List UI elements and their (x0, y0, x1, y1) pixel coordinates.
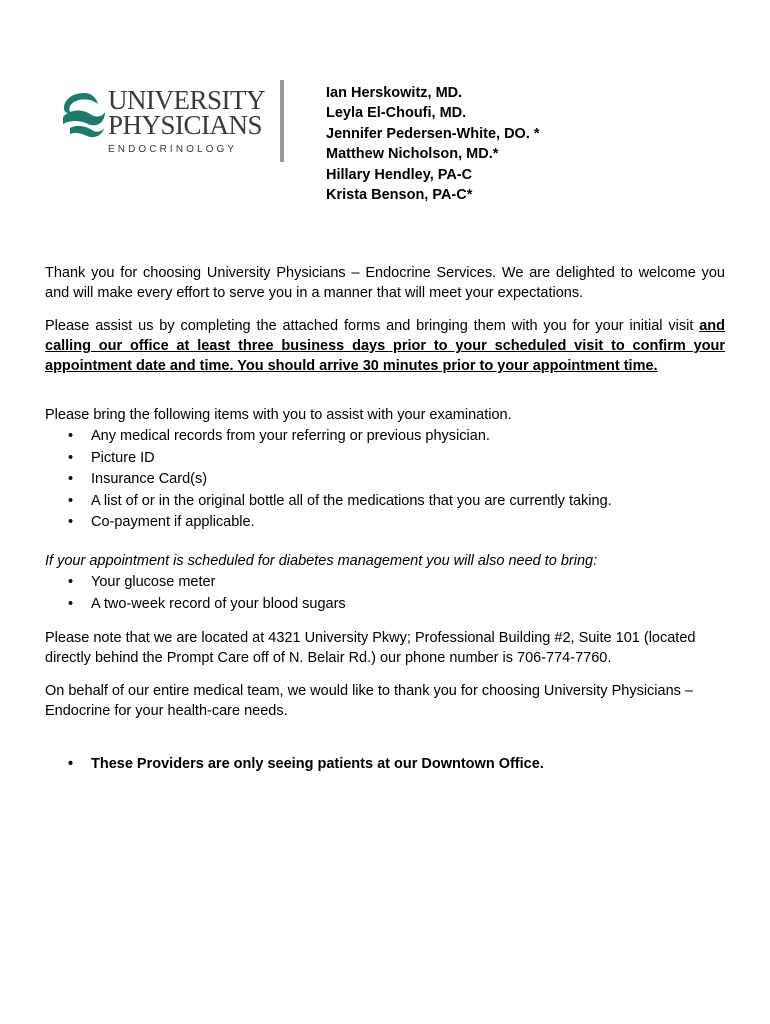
provider-name: Matthew Nicholson, MD.* (326, 146, 499, 163)
bullet-icon: • (68, 756, 74, 772)
logo-endocrinology-text: ENDOCRINOLOGY (108, 144, 238, 155)
university-physicians-logo (60, 85, 265, 160)
bullet-icon: • (68, 492, 74, 509)
note-section (45, 754, 725, 776)
diabetes-intro: If your appointment is scheduled for diabetes management you will also need to bring: (45, 553, 598, 569)
list-item-text: A list of or in the original bottle all of the medications that you are currently taking. (91, 492, 612, 509)
note-list (45, 754, 725, 776)
list-item-text: Your glucose meter (91, 574, 216, 590)
list-item (45, 594, 725, 616)
location-section (45, 628, 725, 668)
logo-emblem-icon (60, 90, 108, 140)
bullet-icon: • (68, 514, 74, 530)
assist-emphasis-text: and calling our office at least three business days prior to your scheduled visit to confirm your appointment date and time. You should arrive 30 minutes prior to your appointment time. (45, 318, 725, 374)
bring-intro: Please bring the following items with you to assist with your examination. (45, 407, 512, 423)
list-item-text: Any medical records from your referring or previous physician. (91, 428, 490, 444)
provider-list (326, 83, 540, 205)
list-item (45, 512, 725, 534)
list-item-text: Co-payment if applicable. (91, 514, 255, 530)
provider-name: Ian Herskowitz, MD. (326, 85, 463, 101)
bullet-icon: • (68, 595, 74, 612)
bullet-icon: • (68, 471, 74, 487)
diabetes-list (45, 572, 725, 615)
location-paragraph: Please note that we are located at 4321 University Pkwy; Professional Building #2, Suite 101 (located directly behind the Prompt Care off of N. Belair Rd.) our phone number is 706-774-7760. (45, 630, 696, 666)
list-item-text: Picture ID (91, 449, 155, 466)
closing-paragraph: On behalf of our entire medical team, we would like to thank you for choosing University Physicians – Endocrine for your health-care needs. (45, 683, 693, 719)
closing-section (45, 681, 725, 721)
provider-name: Jennifer Pedersen-White, DO. * (326, 125, 540, 142)
bring-list (45, 426, 725, 534)
assist-text: Please assist us by completing the attached forms and bringing them with you for your initial visit (45, 318, 700, 334)
logo-university-text: UNIVERSITY (108, 85, 265, 115)
list-item-text: Insurance Card(s) (91, 471, 208, 487)
list-item (45, 448, 725, 470)
welcome-paragraph: Thank you for choosing University Physicians – Endocrine Services. We are delighted to welcome you and will make every effort to serve you in a manner that will meet your expectations. (45, 265, 725, 301)
list-item (45, 469, 725, 491)
bullet-icon: • (68, 574, 74, 590)
assist-paragraph (45, 316, 725, 376)
header-divider (280, 80, 284, 162)
welcome-section (45, 263, 725, 303)
provider-name: Leyla El-Choufi, MD. (326, 105, 467, 122)
bullet-icon: • (68, 428, 74, 444)
list-item-text: A two-week record of your blood sugars (91, 595, 346, 612)
logo-physicians-text: PHYSICIANS (108, 110, 263, 140)
diabetes-section (45, 551, 725, 615)
assist-section (45, 316, 725, 376)
bring-section (45, 405, 725, 534)
bullet-icon: • (68, 449, 74, 466)
list-item (45, 754, 725, 776)
downtown-office-note: These Providers are only seeing patients at our Downtown Office. (91, 756, 544, 772)
provider-name: Krista Benson, PA-C* (326, 187, 473, 204)
list-item (45, 491, 725, 513)
provider-name: Hillary Hendley, PA-C (326, 166, 473, 183)
list-item (45, 426, 725, 448)
list-item (45, 572, 725, 594)
